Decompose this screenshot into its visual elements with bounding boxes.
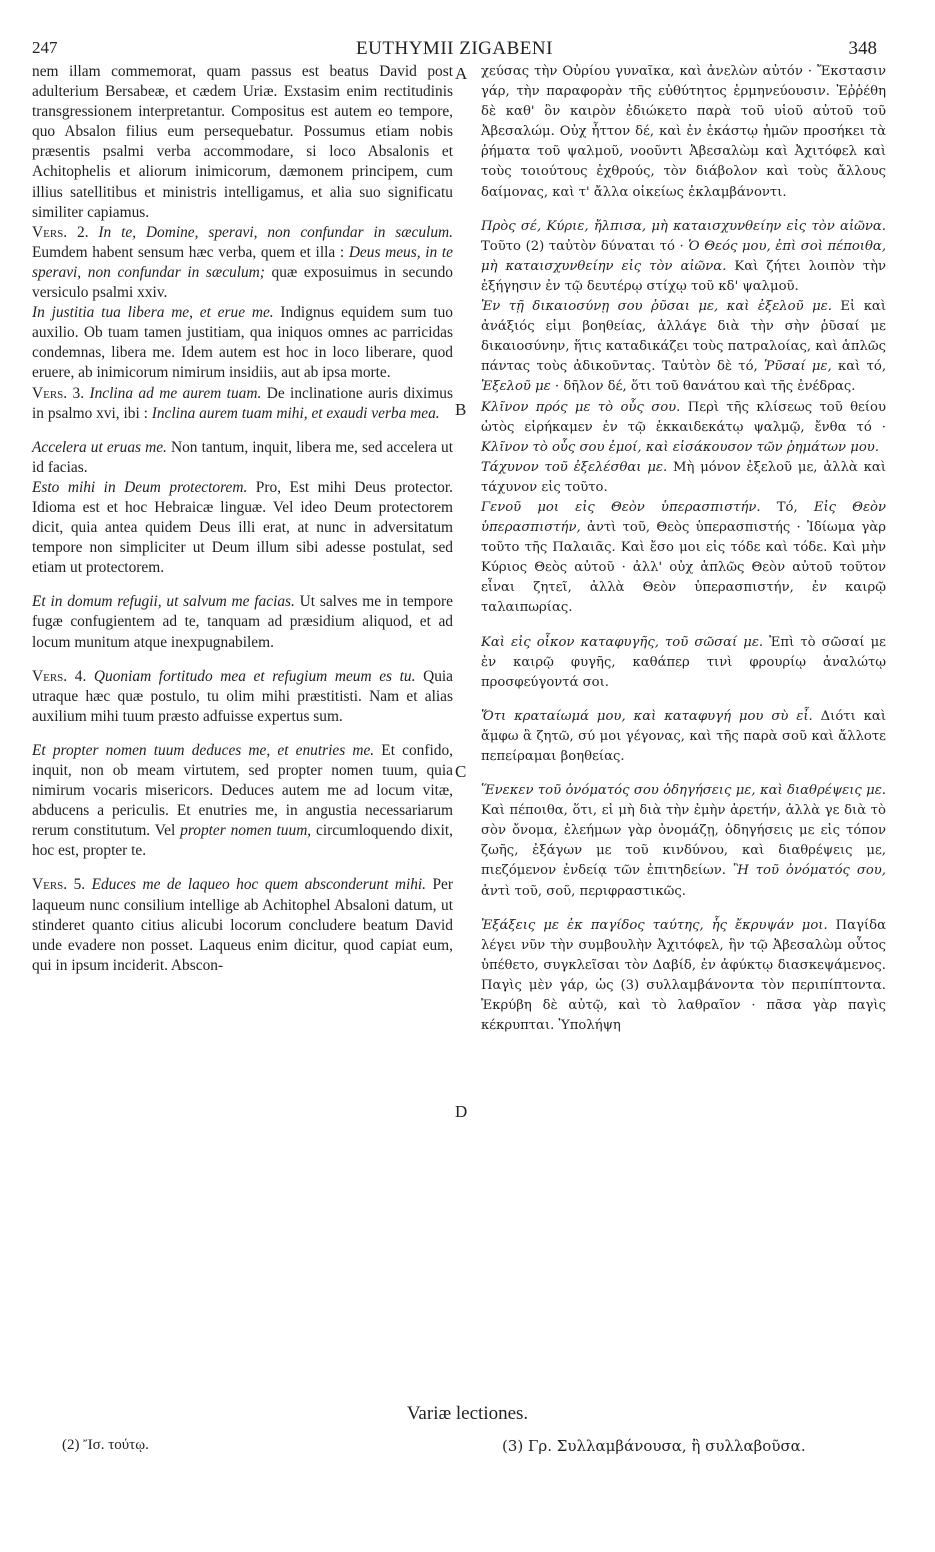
psalm-lemma: Accelera ut eruas me. xyxy=(32,438,167,456)
psalm-lemma: Ῥῦσαί με, xyxy=(764,359,832,375)
running-header xyxy=(32,38,877,64)
latin-paragraph xyxy=(32,223,453,303)
verse-number: Vers. 4. xyxy=(32,667,94,685)
commentary-text: Indignus equidem sum tuo auxilio. Ob tuam tamen justitiam, qua iniquos omnes ac parricidas condemnas, libera me. Idem autem est hoc in loco liberare, quod eruere, ab inimicorum nimirum insidiis, aut ab ipsa morte. xyxy=(32,304,453,382)
greek-paragraph xyxy=(481,458,886,498)
psalm-lemma: Deus meus, in te speravi, non confundar in sæculum; xyxy=(32,243,453,281)
commentary-text: Εἰ καὶ ἀνάξιός εἰμι βοηθείας, ἀλλάγε διὰ τὴν σὴν ῥῦσαί με δικαιοσύνην, ἥτις καταδικάζει τοὺς πατραλοίας, καὶ ἁπλῶς πάντας τοὺς ἀδικοῦντας. Ταὐτὸν δὲ τό, xyxy=(481,299,887,375)
commentary-text: Per laqueum nunc consilium intellige ab Achitophel Absaloni datum, ut stinderet quanto citius alicubi locorum concludere beatum David unde evadere non posset. Laqueus enim dicitur, quod capiat eum, qui in ipsum inciderit. Abscon- xyxy=(32,876,454,974)
commentary-text: nem illam commemorat, quam passus est beatus David post adulterium Bersabeæ, et cædem Uriæ. Exstasim enim rectitudinis transgressionem interpretantur. Compositus est autem eo tempore, quo Absalon filius eum persequebatur. Possumus etiam nobis præsentis psalmi verba accommodare, si loco Absalonis et Achitophelis et aliorum inimicorum, dæmonem principem, cum illius satellitibus et ministris intelligamus, et alia suo significatu similiter capiamus. xyxy=(32,63,453,221)
commentary-text: Quia utraque hæc quæ postulo, tu olim mihi præstitisti. Nam et alias auxilium mihi tuum præsto adfuisse expertus sum. xyxy=(32,667,454,725)
footnote-3: (3) Γρ. Συλλαμβάνουσα, ἢ συλλαβοῦσα. xyxy=(502,1437,806,1455)
psalm-lemma: Γενοῦ μοι εἰς Θεὸν ὑπερασπιστήν. xyxy=(481,499,761,515)
verse-number: Vers. 5. xyxy=(32,876,92,894)
commentary-text: circumloquendo dixit, hoc est, propter te. xyxy=(32,822,453,860)
latin-column xyxy=(32,62,453,976)
psalm-lemma: Quoniam fortitudo mea et refugium meum es tu. xyxy=(93,667,416,685)
commentary-text: Non tantum, inquit, libera me, sed accelera ut id facias. xyxy=(32,438,453,476)
footnote-2: (2) Ἴσ. τούτῳ. xyxy=(62,1437,149,1453)
greek-paragraph xyxy=(481,916,886,1037)
commentary-text: Eumdem habent sensum hæc verba, quem et illa : xyxy=(32,243,349,261)
greek-paragraph xyxy=(481,707,886,767)
greek-paragraph xyxy=(481,398,886,458)
latin-paragraph xyxy=(32,741,453,862)
page-number-left: 247 xyxy=(32,38,58,57)
greek-paragraph xyxy=(481,633,886,693)
psalm-lemma: Ἢ τοῦ ὀνόματός σου, xyxy=(732,863,886,879)
running-title: EUTHYMII ZIGABENI xyxy=(356,38,553,59)
greek-column xyxy=(481,62,886,1036)
commentary-text: ἀντὶ τοῦ, σοῦ, περιφραστικῶς. xyxy=(481,883,686,899)
latin-paragraph xyxy=(32,478,453,578)
commentary-text: Et confido, inquit, non ob meam virtutem, sed propter nomen tuum, quia nimirum vocaris misericors. Deduces autem me ad locum vitæ, abducens a periculis. Et enutries me, in angustia necessariarum rerum constitutum. Vel xyxy=(32,741,453,840)
latin-paragraph xyxy=(32,384,453,424)
psalm-lemma: Καὶ εἰς οἶκον καταφυγῆς, τοῦ σῶσαί με. xyxy=(481,634,764,650)
margin-marker-a: A xyxy=(455,64,468,83)
psalm-lemma: Τάχυνον τοῦ ἐξελέσθαι με. xyxy=(481,459,668,475)
commentary-text: De inclinatione auris diximus in psalmo xvi, ibi : xyxy=(32,384,453,422)
commentary-text: Καὶ πέποιθα, ὅτι, εἰ μὴ διὰ τὴν ἐμὴν ἀρετήν, ἀλλὰ γε διὰ τὸ σὸν ὄνομα, ἐλεήμων γὰρ ὀνομάζῃ, ὁδηγήσεις με εἰς τόπον ζωῆς, ἐξάγων με τοῦ κινδύνου, καὶ διαθρέψεις με, πιεζόμενον ἐνδείᾳ τῶν ἐπιτηδείων. xyxy=(481,803,886,879)
verse-number: Vers. 3. xyxy=(32,384,90,402)
commentary-text: Διότι καὶ ἄμφω ἃ ζητῶ, σύ μοι γέγονας, καὶ τῆς παρὰ σοῦ καὶ ἄλλοτε πεπείραμαι βοηθείας. xyxy=(481,708,886,764)
latin-paragraph xyxy=(32,667,453,727)
psalm-lemma: Ὁ Θεός μου, ἐπὶ σοὶ πέποιθα, μὴ καταισχυνθείην εἰς τὸν αἰῶνα. xyxy=(481,238,887,274)
variae-lectiones-heading: Variæ lectiones. xyxy=(406,1403,529,1424)
margin-marker-d: D xyxy=(455,1102,468,1121)
margin-marker-c: C xyxy=(455,762,467,781)
psalm-lemma: Ἐξάξεις με ἐκ παγίδος ταύτης, ἧς ἔκρυψάν μοι. xyxy=(481,917,828,933)
margin-marker-b: B xyxy=(455,400,467,419)
psalm-lemma: In te, Domine, speravi, non confundar in sæculum. xyxy=(98,223,453,241)
psalm-lemma: Inclina aurem tuam mihi, et exaudi verba mea. xyxy=(151,404,440,422)
commentary-text: καὶ τό, xyxy=(831,359,887,375)
psalm-lemma: Ἕνεκεν τοῦ ὀνόματός σου ὁδηγήσεις με, καὶ διαθρέψεις με. xyxy=(481,783,886,799)
commentary-text: Μὴ μόνον ἐξελοῦ με, ἀλλὰ καὶ τάχυνον εἰς τοῦτο. xyxy=(481,459,886,495)
commentary-text: χεύσας τὴν Οὐρίου γυναῖκα, καὶ ἀνελὼν αὐτόν · Ἔκστασιν γάρ, τὴν παραφορὰν τῆς εὐθύτητος ἑρμηνεύουσιν. Ἐῤῥέθη δὲ καθ' ὃν καιρὸν ἐδιώκετο παρὰ τοῦ υἱοῦ αὐτοῦ τοῦ Ἀβεσαλώμ. Οὐχ ἧττον δέ, καὶ ἐν ἑκάστῳ ἡμῶν προσήκει τὰ ῥήματα τοῦ ψαλμοῦ, νοοῦντι Ἀβεσαλὼμ καὶ Ἀχιτόφελ καὶ τοὺς τοιούτους ἐχθρούς, τὸν διάβολον καὶ τοὺς ἄλλους δαίμονας, καὶ τ' ἄλλα οἰκείως ἐκλαμβάνοντι. xyxy=(481,64,886,200)
psalm-lemma: Ὅτι κραταίωμά μου, καὶ καταφυγή μου σὺ εἶ. xyxy=(481,708,813,724)
greek-paragraph xyxy=(481,498,886,619)
latin-paragraph xyxy=(32,438,453,478)
psalm-lemma: Et propter nomen tuum deduces me, et enutries me. xyxy=(32,741,375,759)
psalm-lemma: Et in domum refugii, ut salvum me facias. xyxy=(32,593,295,611)
latin-paragraph xyxy=(32,592,453,652)
latin-paragraph xyxy=(32,62,453,223)
commentary-text: Ἐπὶ τὸ σῶσαί με ἐν καιρῷ φυγῆς, καθάπερ τινὶ φρουρίῳ ἀναλώτῳ προσφεύγοντά σοι. xyxy=(481,634,887,690)
latin-paragraph xyxy=(32,875,453,975)
psalm-lemma: In justitia tua libera me, et erue me. xyxy=(32,304,274,322)
commentary-text: Καὶ ζήτει λοιπὸν τὴν ἐξήγησιν ἐν τῷ δευτέρῳ στίχῳ τοῦ κδ' ψαλμοῦ. xyxy=(481,258,886,294)
psalm-lemma: Esto mihi in Deum protectorem. xyxy=(32,478,248,496)
greek-paragraph xyxy=(481,781,886,902)
commentary-text: Περὶ τῆς κλίσεως τοῦ θείου ὠτὸς εἰρήκαμεν ἐν τῷ ἑκκαιδεκάτῳ ψαλμῷ, ἔνθα τό · xyxy=(481,399,886,435)
commentary-text: ἀντὶ τοῦ, Θεὸς ὑπερασπιστής · Ἰδίωμα γὰρ τοῦτο τῆς Παλαιᾶς. Καὶ ἔσο μοι εἰς τόδε καὶ τόδε. Καὶ μὴν Κύριος Θεὸς αὐτοῦ · ἀλλ' οὐχ ἁπλῶς Θεὸν αὐτοῦ τοῦτον εἶναι ζητεῖ, ἀλλὰ Θεὸν ὑπερασπιστήν, ἐν καιρῷ ταλαιπωρίας. xyxy=(481,520,886,616)
greek-paragraph xyxy=(481,62,886,203)
commentary-text: Ut salves me in tempore fugæ confugientem ad te, tanquam ad præsidium aliquod, et ad locum munitum atque inexpugnabilem. xyxy=(32,593,453,651)
commentary-text: Παγίδα λέγει νῦν τὴν συμβουλὴν Ἀχιτόφελ, ἣν τῷ Ἀβεσαλὼμ οὗτος ὑπέθετο, συγκλεῖσαι τὸν Δαβίδ, ἐν ἀφύκτῳ διασκεψάμενος. Παγὶς μὲν γάρ, ὡς (3) συλλαμβάνοντα τὸν περιπίπτοντα. Ἐκρύβη δὲ αὐτῷ, καὶ τὸ λαθραῖον · πᾶσα γὰρ παγὶς κέκρυπται. Ὑπολήψη xyxy=(481,917,886,1034)
commentary-text: Pro, Est mihi Deus protector. Idioma est et hoc Hebraicæ linguæ. Vel ideo Deum protectorem dicit, quia antea quidem Deus illi erat, at nunc in adversitatum tempore non simpliciter ut Deum illum sibi adesse postulat, sed etiam ut protectorem. xyxy=(32,478,454,577)
psalm-lemma: Πρὸς σέ, Κύριε, ἤλπισα, μὴ καταισχυνθείην εἰς τὸν αἰῶνα. xyxy=(481,218,886,234)
commentary-text: Τοῦτο (2) ταὐτὸν δύναται τό · xyxy=(481,238,689,254)
psalm-lemma: Κλῖνον πρός με τὸ οὖς σου. xyxy=(481,399,681,415)
psalm-lemma: Ἐξελοῦ με · xyxy=(481,379,560,395)
commentary-text: Τό, xyxy=(760,499,814,515)
greek-paragraph xyxy=(481,217,886,297)
commentary-text: quæ exposuimus in secundo versiculo psalmi xxiv. xyxy=(32,263,453,302)
page-number-right: 348 xyxy=(848,38,877,59)
verse-number: Vers. 2. xyxy=(32,223,99,241)
psalm-lemma: Εἰς Θεὸν ὑπερασπιστήν, xyxy=(481,499,886,536)
latin-paragraph xyxy=(32,303,453,383)
psalm-lemma: propter nomen tuum, xyxy=(180,822,312,840)
psalm-lemma: Κλῖνον τὸ οὖς σου ἐμοί, καὶ εἰσάκουσον τῶν ῥημάτων μου. xyxy=(481,439,879,455)
psalm-lemma: Ἐν τῇ δικαιοσύνῃ σου ῥῦσαι με, καὶ ἐξελοῦ με. xyxy=(481,299,832,315)
psalm-lemma: Educes me de laqueo hoc quem absconderunt mihi. xyxy=(91,876,427,894)
commentary-text: δῆλον δέ, ὅτι τοῦ θανάτου καὶ τῆς ἐνέδρας. xyxy=(559,379,856,395)
psalm-lemma: Inclina ad me aurem tuam. xyxy=(89,384,262,402)
greek-paragraph xyxy=(481,297,886,397)
